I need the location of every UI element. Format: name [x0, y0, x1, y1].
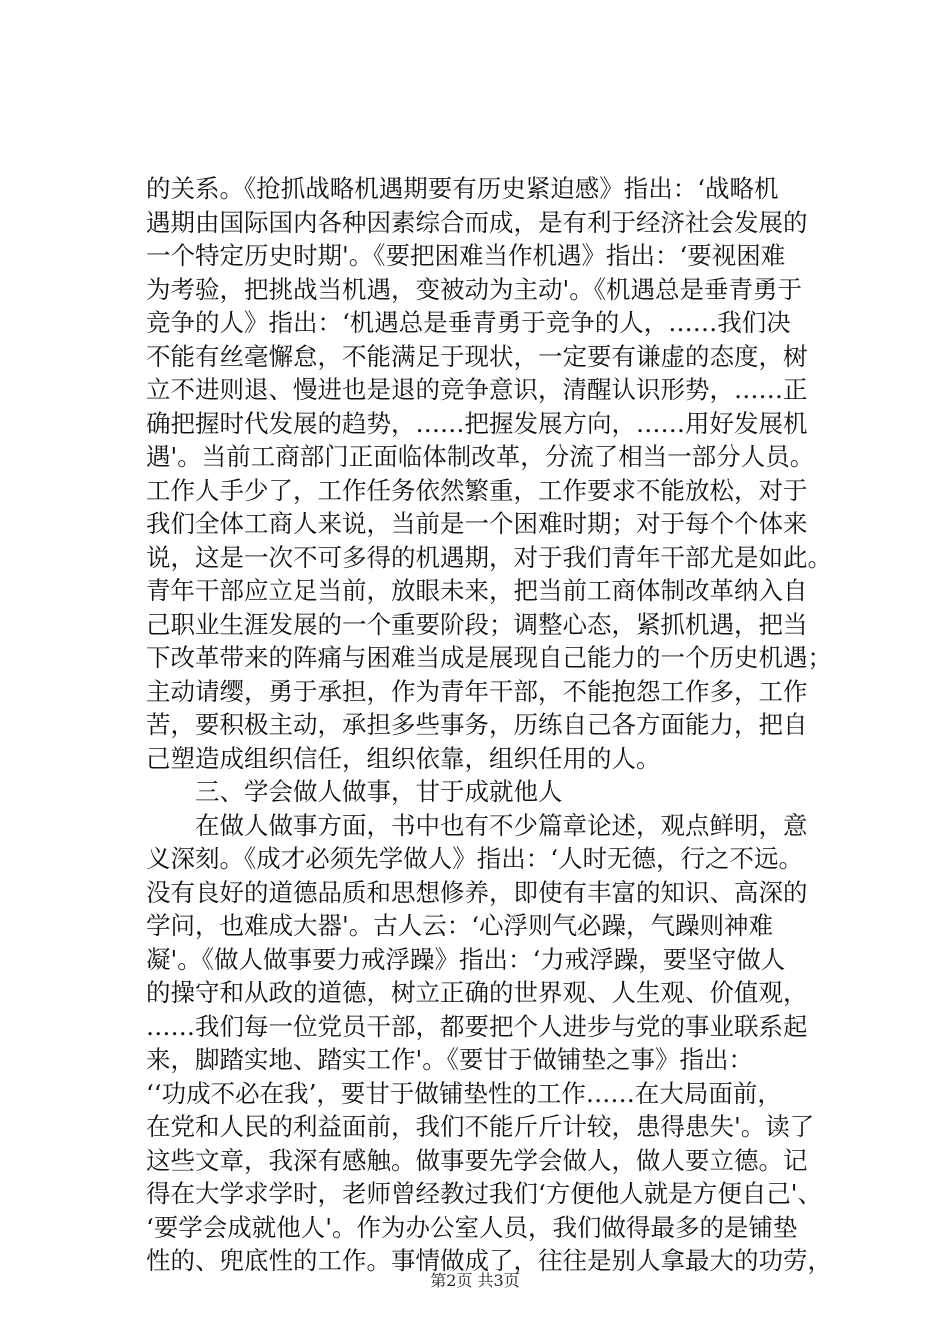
text-line: 学问，也难成大器'。古人云：‘心浮则气必躁，气躁则神难	[146, 911, 774, 940]
text-line: 立不进则退、慢进也是退的竞争意识，清醒认识形势，……正	[146, 375, 808, 404]
text-line: 性的、兜底性的工作。事情做成了，往往是别人拿最大的功劳，	[146, 1246, 832, 1275]
text-line: 主动请缨，勇于承担，作为青年干部，不能抱怨工作多，工作	[146, 676, 808, 706]
text-line: 的操守和从政的道德，树立正确的世界观、人生观、价值观，	[146, 978, 808, 1007]
section-heading: 三、学会做人做事，甘于成就他人	[195, 777, 563, 806]
text-line: 得在大学求学时，老师曾经教过我们‘方便他人就是方便自己'、	[146, 1179, 823, 1208]
text-line: ……我们每一位党员干部，都要把个人进步与党的事业联系起	[146, 1011, 808, 1041]
text-line: 为考验，把挑战当机遇，变被动为主动'。《机遇总是垂青勇于	[146, 274, 802, 304]
text-line: 这些文章，我深有感触。做事要先学会做人，做人要立德。记	[146, 1145, 808, 1175]
text-line: 青年干部应立足当前，放眼未来，把当前工商体制改革纳入自	[146, 576, 808, 605]
text-line: ‘要学会成就他人'。作为办公室人员，我们做得最多的是铺垫	[146, 1212, 798, 1242]
document-body	[146, 172, 836, 1278]
text-line: 在做人做事方面，书中也有不少篇章论述，观点鲜明，意	[195, 810, 808, 840]
text-line: 确把握时代发展的趋势，……把握发展方向，……用好发展机	[146, 408, 808, 438]
text-line: 工作人手少了，工作任务依然繁重，工作要求不能放松，对于	[146, 475, 808, 505]
text-line: 在党和人民的利益面前，我们不能斤斤计较，患得患失'。读了	[146, 1112, 815, 1141]
paragraph-opportunity	[146, 172, 836, 775]
text-line: 凝'。《做人做事要力戒浮躁》指出：‘力戒浮躁，要坚守做人	[146, 944, 786, 974]
text-line: ‘‘功成不必在我’，要甘于做铺垫性的工作……在大局面前，	[146, 1078, 782, 1108]
text-line: 来，脚踏实地、踏实工作'。《要甘于做铺垫之事》指出：	[146, 1045, 753, 1074]
text-line: 下改革带来的阵痛与困难当成是展现自己能力的一个历史机遇；	[146, 643, 832, 672]
text-line: 不能有丝毫懈怠，不能满足于现状，一定要有谦虚的态度，树	[146, 341, 808, 371]
text-line: 说，这是一次不可多得的机遇期，对于我们青年干部尤是如此。	[146, 542, 832, 572]
text-line: 遇期由国际国内各种因素综合而成，是有利于经济社会发展的	[146, 207, 808, 237]
text-line: 己塑造成组织信任，组织依靠，组织任用的人。	[146, 743, 661, 773]
text-line: 竞争的人》指出：‘机遇总是垂青勇于竞争的人，……我们决	[146, 308, 791, 337]
text-line: 苦，要积极主动，承担多些事务，历练自己各方面能力，把自	[146, 710, 808, 739]
text-line: 没有良好的道德品质和思想修养，即使有丰富的知识、高深的	[146, 877, 808, 907]
text-line: 遇'。当前工商部门正面临体制改革，分流了相当一部分人员。	[146, 442, 815, 471]
text-line: 己职业生涯发展的一个重要阶段；调整心态，紧抓机遇，把当	[146, 609, 808, 639]
text-line: 一个特定历史时期'。《要把困难当作机遇》指出：‘要视困难	[146, 241, 786, 270]
text-line: 我们全体工商人来说，当前是一个困难时期；对于每个个体来	[146, 509, 808, 538]
text-line: 的关系。《抢抓战略机遇期要有历史紧迫感》指出：‘战略机	[146, 174, 779, 203]
text-line: 义深刻。《成才必须先学做人》指出：‘人时无德，行之不远。	[146, 844, 804, 873]
page-footer: 第2页 共3页	[430, 1271, 520, 1290]
paragraph-conduct	[146, 809, 836, 1278]
